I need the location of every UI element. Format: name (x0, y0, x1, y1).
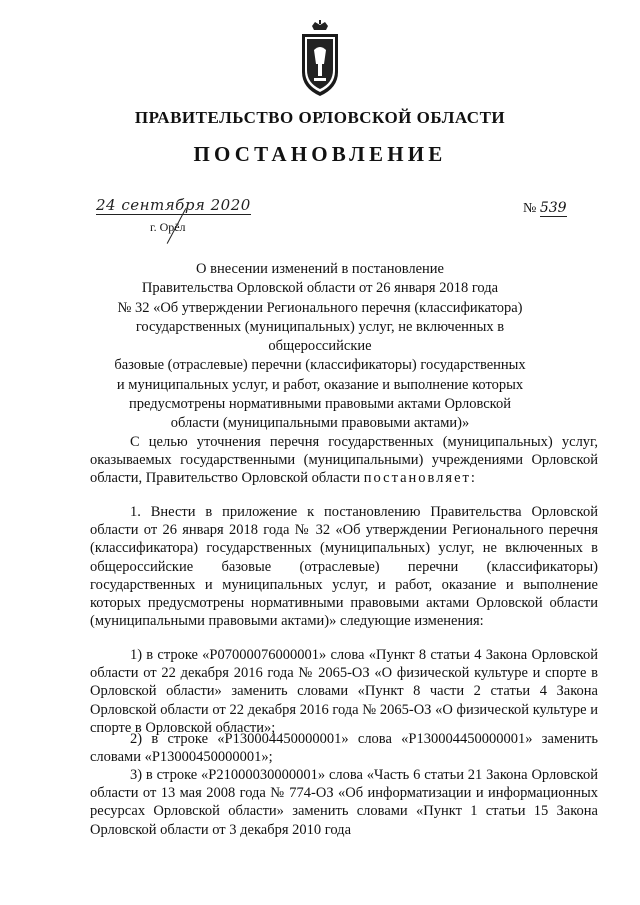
item-paragraph (90, 646, 598, 737)
item-1-1-text: 1) в строке «Р07000076000001» слова «Пункт 8 статьи 4 Закона Орловской области от 22 декабря 2016 года № 2065-ОЗ «О физической культуре и спорте в Орловской области» заменить словами «Пункт 8 части 2 статьи 4 Закона Орловской области от 22 декабря 2016 года № 2065-ОЗ «О физической культуре и спорте в Орловской области»; (90, 647, 598, 736)
item-1-3-text: 3) в строке «Р21000030000001» слова «Часть 6 статьи 21 Закона Орловской области от 13 мая 2008 года № 774-ОЗ «Об информатизации и информационных ресурсах Орловской области» заменить словами «Пункт 1 статьи 15 Закона Орловской области от 3 декабря 2010 года (90, 767, 598, 838)
city: г. Орёл (150, 220, 186, 234)
title-line: государственных (муниципальных) услуг, не включенных в общероссийские (135, 318, 505, 355)
title-line: и муниципальных услуг, и работ, оказание и выполнение которых (116, 376, 524, 393)
document-number (523, 200, 567, 217)
handwritten-date: 24 сентября 2020 (96, 196, 251, 214)
number-label: № (523, 201, 537, 216)
resolves-word: постановляет: (363, 470, 477, 487)
title-line: базовые (отраслевые) перечни (классификаторы) государственных (114, 357, 526, 374)
title-line: Правительства Орловской области от 26 января 2018 года (141, 280, 499, 297)
title-line: области (муниципальными правовыми актами)» (170, 415, 470, 432)
title-line: О внесении изменений в постановление (196, 261, 444, 277)
item-1-2-text: 2) в строке «Р130004450000001» слова «Р130004450000001» заменить словами «Р13000450000001»; (90, 731, 598, 766)
item-paragraph (90, 503, 598, 630)
handwritten-number: 539 (539, 200, 567, 216)
item-paragraph (90, 766, 598, 839)
document-title (90, 260, 550, 434)
item-1-text: 1. Внести в приложение к постановлению Правительства Орловской области от 26 января 2018 года № 32 «Об утверждении Регионального перечня (классификатора) государственных (муниципальных) услуг, не включенных в общероссийские базовые (отраслевые) перечни (классификаторы) государственных и муниципальных услуг, и работ, оказание и выполнение которых предусмотрены нормативными правовыми актами Орловской области (муниципальными правовыми актами)» следующие изменения: (90, 504, 598, 630)
item-paragraph (90, 730, 598, 766)
organization-name: ПРАВИТЕЛЬСТВО ОРЛОВСКОЙ ОБЛАСТИ (134, 108, 506, 127)
intro-text: С целью уточнения перечня государственных (муниципальных) услуг, оказываемых государственными (муниципальными) учреждениями Орловской области, Правительство Орловской области (90, 434, 598, 487)
coat-of-arms-icon (300, 20, 340, 98)
document-type: ПОСТАНОВЛЕНИЕ (193, 142, 447, 166)
title-line: № 32 «Об утверждении Регионального перечня (классификатора) (117, 299, 523, 316)
intro-paragraph (90, 433, 598, 488)
title-line: предусмотрены нормативными правовыми актами Орловской (129, 396, 511, 413)
